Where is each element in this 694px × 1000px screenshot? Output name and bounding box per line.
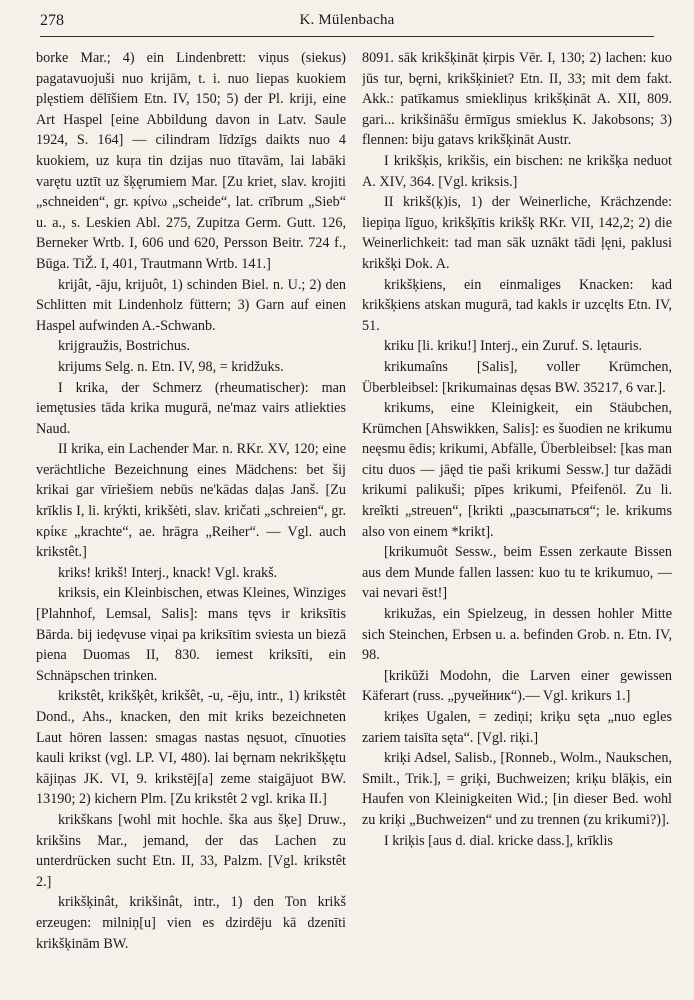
dictionary-entry: krikumaîns [Salis], voller Krümchen, Überbleibsel: [krikumainas dęsas BW. 35217, 6 var.].: [362, 358, 672, 396]
dictionary-entry: krijums Selg. n. Etn. IV, 98, = kridžuks.: [58, 358, 284, 375]
page-number: 278: [40, 12, 64, 29]
dictionary-entry: borke Mar.; 4) ein Lindenbrett: viņus (siekus) pagatavuojuši nuo krijām, t. i. nuo liepas kuokiem plęstiem dēlīšiem Etn. IV, 150; 5) der Pl. kriji, eine Art Haspel [eine Abbildung davon in Latv. Saule 1924, S. 164] — cilindram līdzīgs daikts nuo 4 kuokiem, uz kuŗa tin dzijas nuo tītavām, lai labāki varętu uztīt uz šķęrumiem Mar. [Zu kriet, slav. krojiti „schneiden“, gr. κρίνω „scheide“, lat. crībrum „Sieb“ u. a., s. Leskien Abl. 275, Zupitza Germ. Gutt. 126, Berneker Wrtb. I, 606 und 620, Persson Beitr. 724 f., Būga. TiŽ. I, 401, Trautmann Wrtb. 141.]: [36, 50, 346, 272]
dictionary-entry: II krika, ein Lachender Mar. n. RKr. XV, 120; eine verächtliche Bezeichnung eines Mädchens: bet šij krikai gar vīriešiem nebūs ne'kādas daļas Janš. [Zu krīklis I, li. krýkti, krikšėti, slav. kričati „schreien“, gr. κρίκε „krachte“, ae. hrāgra „Reiher“. — Vgl. auch krikstêt.]: [36, 441, 346, 561]
dictionary-entry: kriks! krikš! Interj., knack! Vgl. krakš.: [58, 564, 278, 581]
dictionary-entry: krikstêt, krikšķêt, krikšêt, -u, -ēju, intr., 1) krikstêt Dond., Ahs., knacken, den mit kriks bezeichneten Laut hören lassen: smagas nastas nęsuot, cīnuoties kauli krikst (vgl. LP. VI, 480). lai bęrnam nekrikšķętu kājiņas JK. VI, 9. krikstēj[a] zeme staigājuot BW. 13190; 2) kichern Plm. [Zu krikstêt 2 vgl. krika II.]: [36, 688, 346, 808]
dictionary-entry: kriksis, ein Kleinbischen, etwas Kleines, Winziges [Plahnhof, Lemsal, Salis]: mans tęvs ir kriksītis Bārda. bij iedęvuse viņai pa kriksītim sviesta un biezā piena Duomas II, 830. iemest kriksīti, ein Schnäpschen trinken.: [36, 585, 346, 684]
dictionary-entry: [krikūži Modohn, die Larven einer gewissen Käferart (russ. „ручейник“).— Vgl. krikurs 1.]: [362, 667, 672, 705]
left-column: [36, 48, 346, 994]
dictionary-entry: kriku [li. kriku!] Interj., ein Zuruf. S. lętauris.: [384, 338, 643, 355]
dictionary-entry: [krikumuôt Sessw., beim Essen zerkaute Bissen aus dem Munde fallen lassen: kuo tu te krikumuo, — vai nevari ēst!]: [362, 544, 672, 602]
dictionary-entry: krikums, eine Kleinigkeit, ein Stäubchen, Krümchen [Ahswikken, Salis]: es šuodien ne krikumu neęsmu ēdis; krikumi, Abfälle, Überbleibsel: [kas man citu duos — jāęd tie paši krikumi Sessw.] tur dažādi krikumi palikuši; pīpes krikumi, Pfeifenöl. Zu li. kreĩkti „streuen“, [krikti „разсыпаться“; le. krikums also von einem *krikt].: [362, 400, 672, 540]
page-header: [40, 8, 654, 37]
dictionary-entry: krikšķinât, krikšinât, intr., 1) den Ton krikš erzeugen: milniņ[u] vien es dzirdēju kā dzenīti krikšķinām BW.: [36, 894, 346, 952]
dictionary-entry: kriķi Adsel, Salisb., [Ronneb., Wolm., Naukschen, Smilt., Trik.], = griķi, Buchweizen; kriķu blāķis, ein Haufen von Kleinigkeiten Wid.; [in dieser Bed. wohl zu kriķi „Buchweizen“ und zu trennen (zu krikumi?)].: [362, 750, 672, 828]
dictionary-entry: I krikšķis, krikšis, ein bischen: ne krikšķa neduot A. XIV, 364. [Vgl. kriksis.]: [362, 152, 672, 190]
running-head: K. Mülenbacha: [299, 12, 395, 28]
dictionary-entry: krijât, -āju, krijuôt, 1) schinden Biel. n. U.; 2) den Schlitten mit Lindenholz füttern; 3) Garn auf einen Haspel aufwinden A.-Schwanb.: [36, 276, 346, 334]
dictionary-entry: II krikš(ķ)is, 1) der Weinerliche, Krächzende: liepiņa līguo, krikšķītis krikšķ RKr. VII, 142,2; 2) die Weinerlichkeit: tad man sāk uznākt tādi ļęni, paklusi krikšķi Dok. A.: [362, 194, 672, 272]
right-column: [362, 48, 672, 994]
dictionary-entry: I krika, der Schmerz (rheumatischer): man iemętusies tāda krika mugurā, ne'maz vairs atliekties Naud.: [36, 379, 346, 437]
dictionary-entry: I kriķis [aus d. dial. kricke dass.], krīklis: [384, 832, 613, 849]
dictionary-entry: 8091. sāk krikšķināt ķirpis Vēr. I, 130; 2) lachen: kuo jūs tur, bęrni, krikšķiniet? Etn. II, 33; mit dem fakt. Akk.: patīkamus smiekliņus krikšķināt A. XII, 809. gari... krikšināšu ērmīgus smieklus K. Jakobsons; 3) flennen: biju gatavs krikšķināt Austr.: [362, 50, 672, 149]
dictionary-entry: kriķes Ugalen, = zediņi; kriķu sęta „nuo egles zariem taisīta sęta“. [Vgl. riķi.]: [362, 709, 672, 746]
dictionary-entry: krijgraužis, Bostrichus.: [58, 338, 191, 355]
dictionary-columns: [36, 48, 672, 994]
dictionary-entry: krikšķiens, ein einmaliges Knacken: kad krikšķiens atskan mugurā, tad kakls ir uzcęlts Etn. IV, 51.: [362, 276, 672, 334]
dictionary-entry: krikškans [wohl mit hochle. ška aus šķe] Druw., krikšins Mar., jemand, der das Lachen zu unterdrücken sucht Etn. II, 33, Palzm. [Vgl. krikstêt 2.]: [36, 811, 346, 890]
dictionary-entry: krikužas, ein Spielzeug, in dessen hohler Mitte sich Steinchen, Erbsen u. a. befinden Grob. n. Etn. IV, 98.: [362, 606, 672, 664]
